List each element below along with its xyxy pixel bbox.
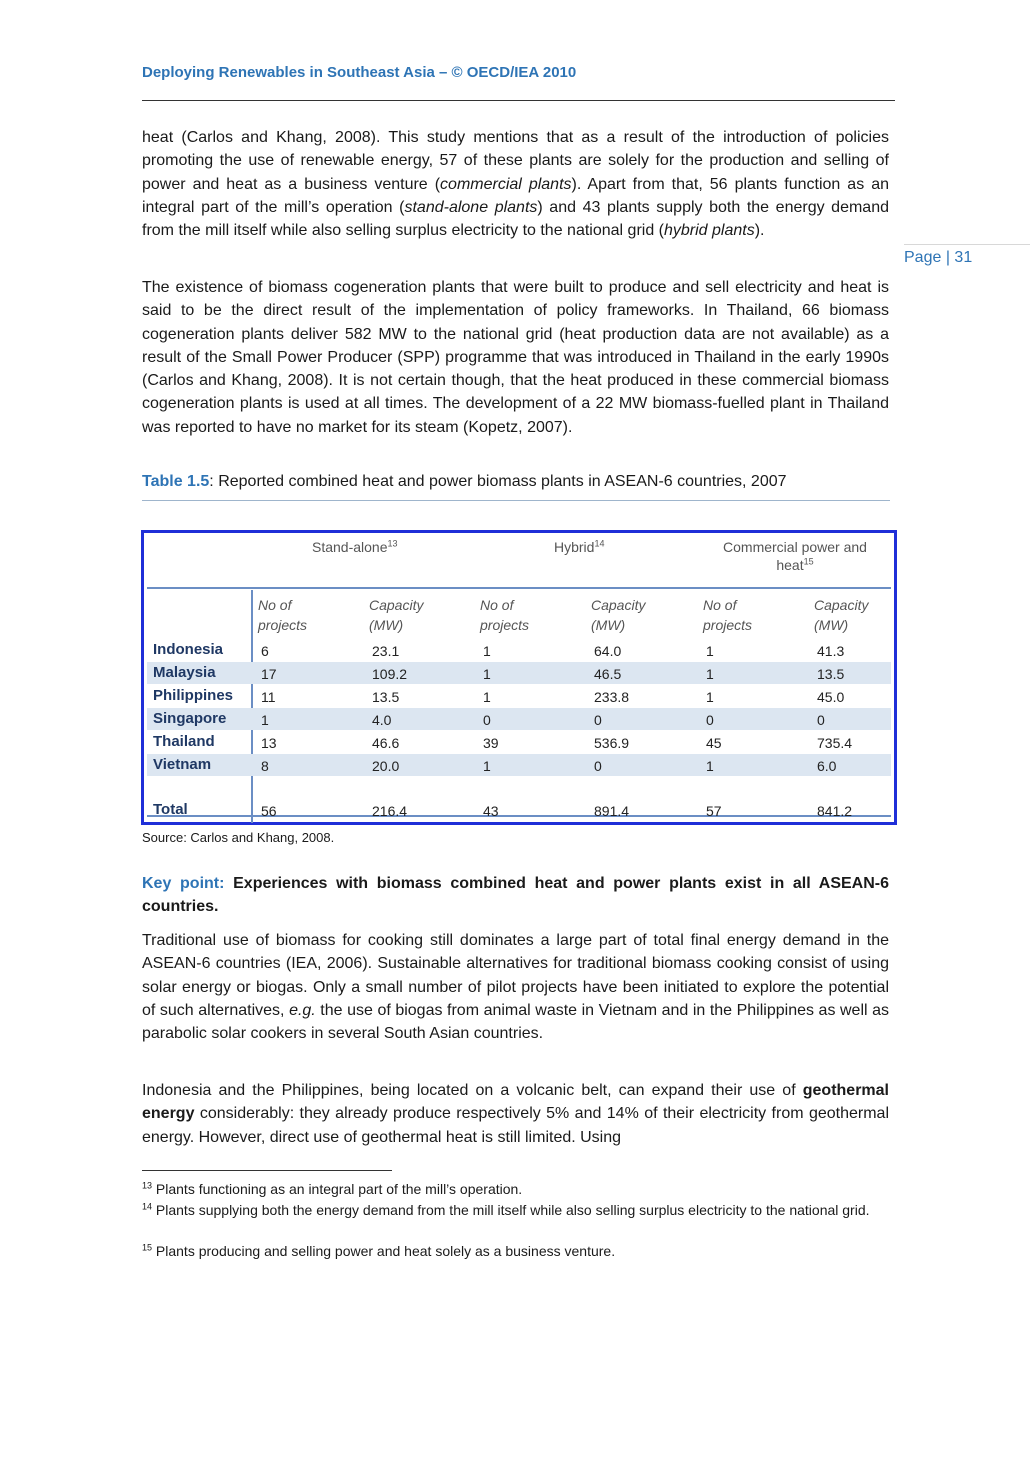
table-cell: 536.9 (594, 735, 630, 751)
paragraph-3: Traditional use of biomass for cooking still dominates a large part of total final energy demand in the ASEAN-6 countries (IEA, 2006). Sustainable alternatives for traditional biomass cooking consist of using solar energy or biogas. Only a small number of pilot projects have been initiated to explore the potential of such alternatives, e.g. the use of biogas from animal waste in Vietnam and in the Philippines as well as parabolic solar cookers in several South Asian countries. (142, 932, 889, 1043)
row-label-total: Total (153, 801, 188, 818)
table-cell: 64.0 (594, 643, 622, 659)
table-cell: 1 (483, 643, 491, 659)
group-commercial: Commercial power and heat$^{15}$ (723, 539, 867, 573)
header-rule (142, 100, 895, 101)
row-stripe (147, 708, 891, 730)
row-label-thailand: Thailand (153, 733, 215, 750)
footnote-14: $^{14}$ Plants supplying both the energy demand from the mill itself while also selling surplus electricity to the national grid. (142, 1201, 870, 1218)
paragraph-1: heat (Carlos and Khang, 2008). This study mentions that as a result of the introduction of policies promoting the use of renewable energy, 57 of these plants are solely for the production and selling of power and heat as a business venture (commercial plants). Apart from that, 56 plants function as an integral part of the mill’s operation (stand-alone plants) and 43 plants supply both the energy demand from the mill itself while also selling surplus electricity to the national grid (hybrid plants). (142, 129, 890, 240)
table-cell: 23.1 (372, 643, 400, 659)
page-rule (904, 244, 1030, 245)
table-cell: 8 (261, 758, 269, 774)
row-stripe (147, 754, 891, 776)
table-cell: 11 (261, 689, 276, 705)
table-cell: 13.5 (372, 689, 400, 705)
table-cell: 1 (706, 643, 714, 659)
table-cell: 1 (706, 689, 714, 705)
table-cell: 46.5 (594, 666, 622, 682)
table-cell: 13.5 (817, 666, 845, 682)
table-cell: 1 (261, 712, 269, 728)
running-head: Deploying Renewables in Southeast Asia – © OECD/IEA 2010 (142, 64, 577, 81)
row-label-indonesia: Indonesia (153, 641, 224, 658)
footnote-13: $^{13}$ Plants functioning as an integral part of the mill’s operation. (142, 1180, 523, 1197)
table-cell: 45 (706, 735, 722, 751)
table-cell: 1 (706, 758, 714, 774)
caption-rule (142, 500, 890, 501)
table-cell: 735.4 (817, 735, 853, 751)
row-label-singapore: Singapore (153, 710, 227, 727)
page-number: Page | 31 (904, 249, 973, 266)
table-cell: 6 (261, 643, 269, 659)
table-cell: 41.3 (817, 643, 845, 659)
footnote-rule (142, 1170, 392, 1171)
table-cell: 17 (261, 666, 277, 682)
total-cell: 216.4 (372, 803, 408, 819)
table-source: Source: Carlos and Khang, 2008. (142, 830, 335, 845)
paragraph-2: The existence of biomass cogeneration plants that were built to produce and sell electricity and heat is said to be the direct result of the implementation of policy frameworks. In Thailand, 66 biomass cogeneration plants deliver 582 MW to the national grid (heat production data are not available) as a result of the Small Power Producer (SPP) programme that was introduced in Thailand in the early 1990s (Carlos and Khang, 2008). It is not certain though, that the heat produced in these commercial biomass cogeneration plants is used at all times. The development of a 22 MW biomass-fuelled plant in Thailand was reported to have no market for its steam (Kopetz, 2007). (142, 279, 889, 436)
key-point: Key point: Experiences with biomass combined heat and power plants exist in all ASEAN-6 countries. (142, 875, 889, 916)
total-cell: 841.2 (817, 803, 853, 819)
table-cell: 1 (483, 758, 491, 774)
row-label-malaysia: Malaysia (153, 664, 216, 681)
group-hybrid: Hybrid$^{14}$ (554, 538, 605, 555)
table-cell: 109.2 (372, 666, 408, 682)
table-cell: 46.6 (372, 735, 400, 751)
total-cell: 891.4 (594, 803, 630, 819)
col-header-no-projects-3: No of projects (703, 597, 753, 633)
chp-table (141, 530, 897, 825)
col-header-capacity-1: Capacity (MW) (369, 597, 424, 633)
table-cell: 1 (483, 689, 491, 705)
table-cell: 1 (706, 666, 714, 682)
table-cell: 0 (706, 712, 714, 728)
table-cell: 4.0 (372, 712, 392, 728)
table-cell: 0 (817, 712, 825, 728)
table-cell: 233.8 (594, 689, 630, 705)
total-cell: 56 (261, 803, 277, 819)
table-cell: 20.0 (372, 758, 400, 774)
header-band (147, 587, 891, 589)
table-cell: 0 (594, 712, 602, 728)
table-caption: Table 1.5: Reported combined heat and power biomass plants in ASEAN-6 countries, 2007 (142, 473, 787, 490)
row-stripe (147, 662, 891, 684)
table-cell: 6.0 (817, 758, 837, 774)
table-cell: 0 (594, 758, 602, 774)
row-label-philippines: Philippines (153, 687, 234, 704)
footnote-15: $^{15}$ Plants producing and selling power and heat solely as a business venture. (142, 1242, 616, 1259)
col-header-no-projects-2: No of projects (480, 597, 530, 633)
row-label-rule (251, 590, 253, 823)
table-cell: 39 (483, 735, 499, 751)
table-cell: 1 (483, 666, 491, 682)
table-cell: 45.0 (817, 689, 845, 705)
table-cell: 13 (261, 735, 277, 751)
table-cell: 0 (483, 712, 491, 728)
col-header-capacity-3: Capacity (MW) (814, 597, 869, 633)
col-header-no-projects-1: No of projects (258, 597, 308, 633)
col-header-capacity-2: Capacity (MW) (591, 597, 646, 633)
bottom-band (147, 815, 891, 817)
total-cell: 43 (483, 803, 499, 819)
paragraph-4: Indonesia and the Philippines, being located on a volcanic belt, can expand their use of geothermal energy considerably: they already produce respectively 5% and 14% of their electricity from geothermal energy. However, direct use of geothermal heat is still limited. Using (142, 1082, 889, 1146)
group-stand-alone: Stand-alone$^{13}$ (312, 538, 398, 555)
total-cell: 57 (706, 803, 722, 819)
row-label-vietnam: Vietnam (153, 756, 212, 773)
